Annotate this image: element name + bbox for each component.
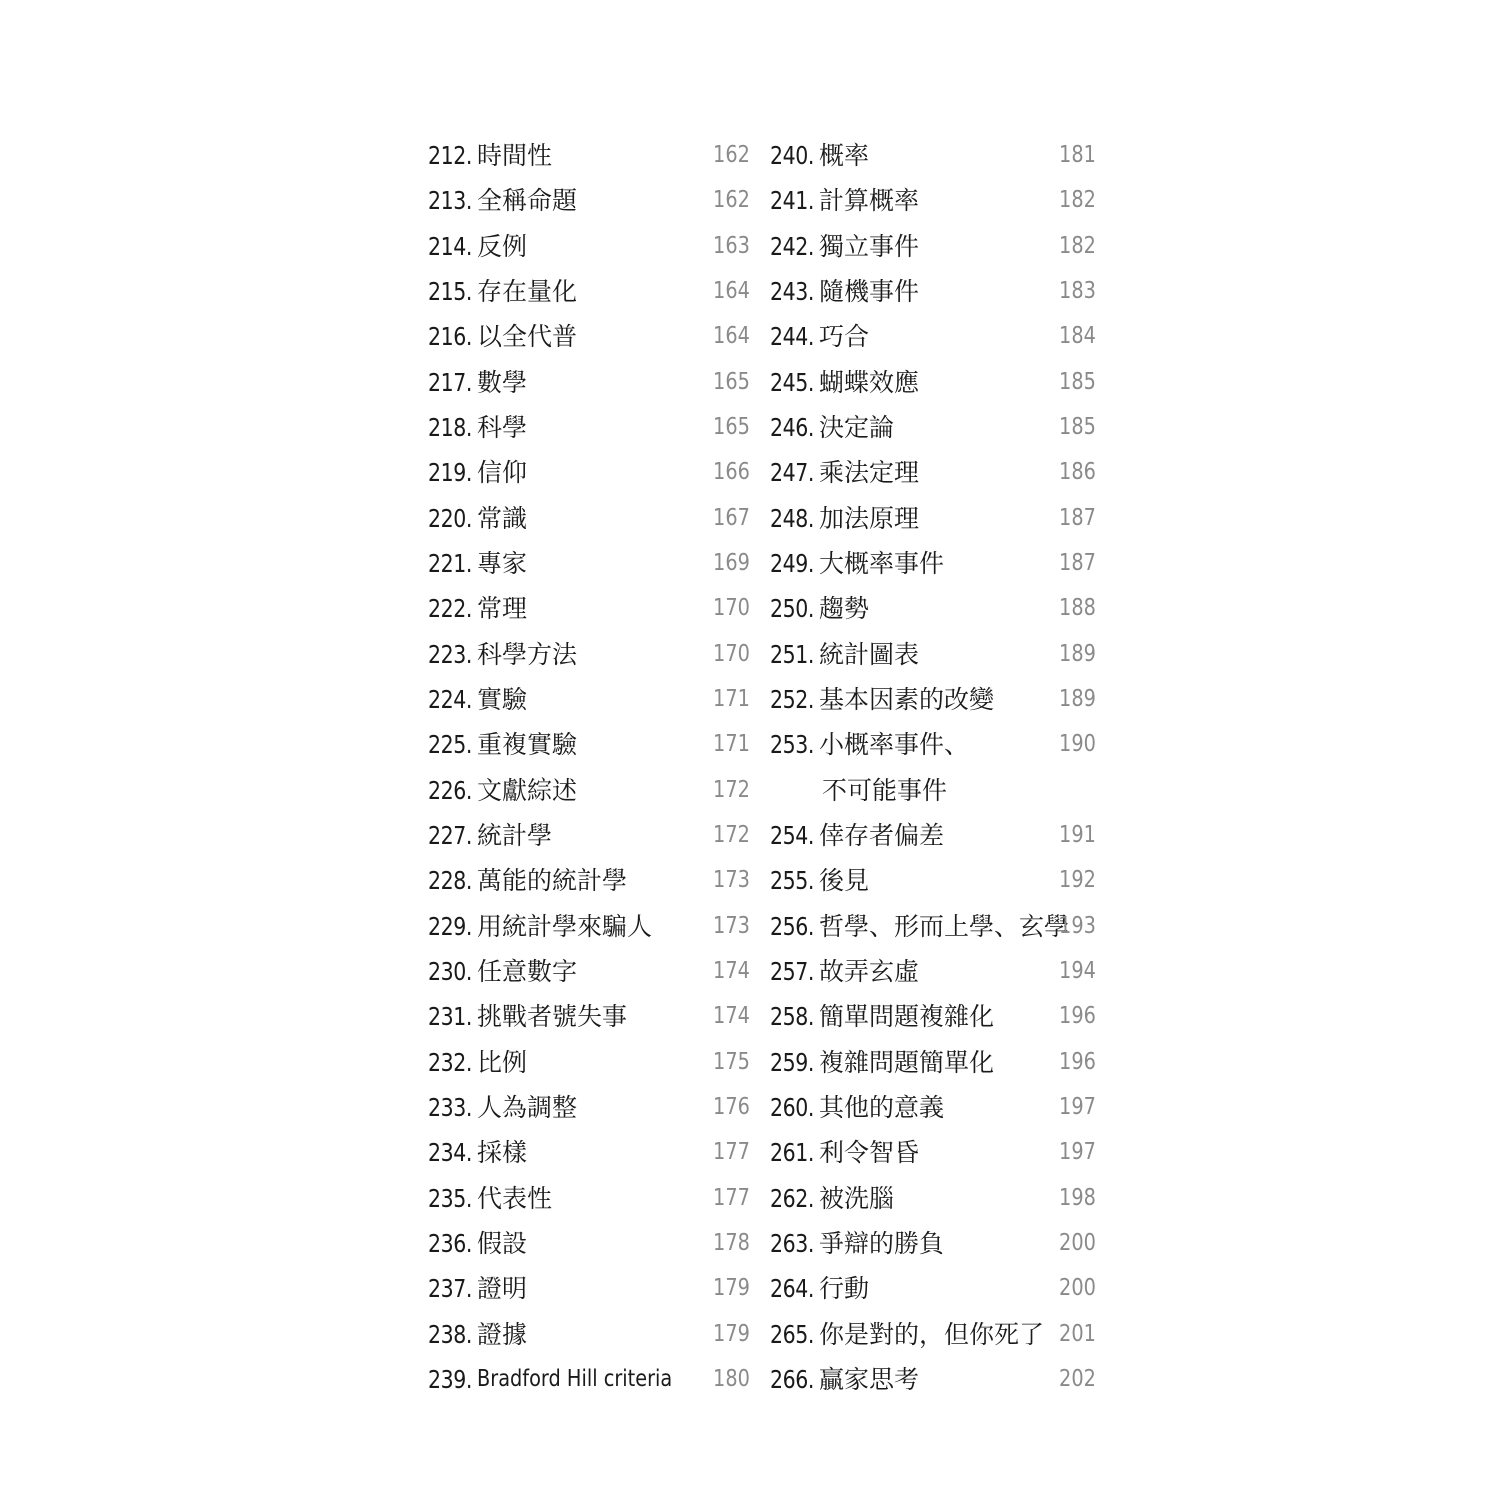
toc-entry-page-number: 197 xyxy=(1059,1139,1096,1166)
toc-entry xyxy=(770,1130,1096,1175)
toc-entry-number: 221. xyxy=(428,548,473,578)
toc-entry-number: 245. xyxy=(770,367,815,397)
toc-entry-number: 250. xyxy=(770,594,815,624)
toc-entry-page-number: 170 xyxy=(713,595,750,622)
toc-entry xyxy=(428,858,750,903)
toc-entry-page-number: 189 xyxy=(1059,685,1096,712)
toc-entry-page-number: 202 xyxy=(1059,1365,1096,1392)
toc-entry-page-number: 173 xyxy=(713,912,750,939)
toc-entry-page-number: 193 xyxy=(1059,912,1096,939)
toc-entry-number: 249. xyxy=(770,548,815,578)
toc-entry xyxy=(428,949,750,994)
toc-entry-number: 265. xyxy=(770,1319,815,1349)
toc-entry xyxy=(428,904,750,949)
toc-entry-number: 236. xyxy=(428,1228,473,1258)
toc-entry-number: 243. xyxy=(770,276,815,306)
toc-entry-title: 證據 xyxy=(477,1319,528,1349)
toc-entry xyxy=(770,1040,1096,1085)
toc-entry-page-number: 180 xyxy=(713,1365,750,1392)
toc-entry-page-number: 185 xyxy=(1059,413,1096,440)
toc-entry-title: 反例 xyxy=(477,231,528,261)
toc-entry-page-number: 165 xyxy=(713,368,750,395)
toc-entry xyxy=(770,768,1096,813)
toc-entry-title: 加法原理 xyxy=(819,503,920,533)
toc-entry-page-number: 178 xyxy=(713,1229,750,1256)
toc-entry-page-number: 179 xyxy=(713,1320,750,1347)
toc-entry xyxy=(428,677,750,722)
toc-entry-title: 採樣 xyxy=(477,1138,528,1168)
toc-entry-number: 262. xyxy=(770,1183,815,1213)
toc-entry-number: 240. xyxy=(770,141,815,170)
toc-entry-page-number: 179 xyxy=(713,1275,750,1302)
toc-entry-page-number: 185 xyxy=(1059,368,1096,395)
toc-entry-number: 266. xyxy=(770,1364,815,1394)
toc-entry xyxy=(428,178,750,223)
toc-entry-title: 哲學、形而上學、玄學 xyxy=(819,911,1070,941)
toc-entry-title: 挑戰者號失事 xyxy=(477,1002,628,1032)
toc-entry-page-number: 187 xyxy=(1059,504,1096,531)
toc-entry-number: 251. xyxy=(770,639,815,669)
toc-entry-number: 255. xyxy=(770,866,815,896)
toc-entry-number: 225. xyxy=(428,730,473,760)
toc-entry-number: 239. xyxy=(428,1364,473,1394)
toc-entry xyxy=(770,722,1096,767)
toc-entry xyxy=(428,1221,750,1266)
toc-entry-title: 小概率事件、 xyxy=(819,730,970,760)
toc-entry-title: 以全代普 xyxy=(477,322,578,352)
toc-entry xyxy=(428,768,750,813)
toc-entry xyxy=(428,1312,750,1357)
toc-entry-page-number: 166 xyxy=(713,459,750,486)
toc-entry-title: 爭辯的勝負 xyxy=(819,1228,945,1258)
toc-entry-title: 存在量化 xyxy=(477,276,578,306)
toc-entry-number: 246. xyxy=(770,412,815,442)
toc-entry-number: 214. xyxy=(428,231,473,261)
toc-entry-title: 假設 xyxy=(477,1228,528,1258)
toc-entry-title: 趨勢 xyxy=(819,594,870,624)
toc-entry xyxy=(428,586,750,631)
toc-entry xyxy=(770,1085,1096,1130)
toc-entry-number: 261. xyxy=(770,1138,815,1168)
toc-entry xyxy=(428,496,750,541)
toc-entry-title: 比例 xyxy=(477,1047,528,1077)
toc-entry-title: 乘法定理 xyxy=(819,458,920,488)
toc-entry-title: 人為調整 xyxy=(477,1092,578,1122)
toc-entry-number: 217. xyxy=(428,367,473,397)
toc-entry-number: 230. xyxy=(428,956,473,986)
toc-entry-page-number: 162 xyxy=(713,142,750,168)
toc-entry-page-number: 192 xyxy=(1059,867,1096,894)
toc-entry-number: 264. xyxy=(770,1274,815,1304)
toc-entry-page-number: 200 xyxy=(1059,1229,1096,1256)
toc-entry xyxy=(770,178,1096,223)
toc-entry xyxy=(428,541,750,586)
toc-entry-title: 概率 xyxy=(819,141,870,170)
toc-entry-title: 巧合 xyxy=(819,322,870,352)
toc-entry-page-number: 165 xyxy=(713,413,750,440)
toc-entry-title: 數學 xyxy=(477,367,528,397)
toc-entry xyxy=(770,360,1096,405)
toc-entry-page-number: 197 xyxy=(1059,1093,1096,1120)
toc-entry-number: 229. xyxy=(428,911,473,941)
toc-entry xyxy=(770,450,1096,495)
toc-entry-page-number: 164 xyxy=(713,277,750,304)
toc-entry-number: 219. xyxy=(428,458,473,488)
toc-entry-number: 220. xyxy=(428,503,473,533)
toc-column-right xyxy=(770,133,1096,1402)
toc-entry-number: 242. xyxy=(770,231,815,261)
toc-entry-title: 計算概率 xyxy=(819,186,920,216)
toc-entry-title: 複雜問題簡單化 xyxy=(819,1047,995,1077)
toc-entry-page-number: 196 xyxy=(1059,1003,1096,1030)
toc-entry-title: 被洗腦 xyxy=(819,1183,895,1213)
toc-entry-page-number: 186 xyxy=(1059,459,1096,486)
toc-entry-title: 證明 xyxy=(477,1274,528,1304)
toc-entry-title: 科學方法 xyxy=(477,639,578,669)
toc-entry-number: 223. xyxy=(428,639,473,669)
toc-entry-page-number: 183 xyxy=(1059,277,1096,304)
toc-entry-title: 任意數字 xyxy=(477,956,578,986)
toc-entry-title: 時間性 xyxy=(477,141,553,170)
toc-entry-page-number: 196 xyxy=(1059,1048,1096,1075)
toc-entry-page-number: 177 xyxy=(713,1139,750,1166)
toc-entry xyxy=(770,1266,1096,1311)
toc-entry xyxy=(770,269,1096,314)
toc-entry-title: 大概率事件 xyxy=(819,548,945,578)
toc-entry-title: 專家 xyxy=(477,548,528,578)
toc-entry xyxy=(428,224,750,269)
toc-entry xyxy=(428,632,750,677)
toc-entry xyxy=(770,858,1096,903)
toc-entry-page-number: 162 xyxy=(713,187,750,214)
toc-entry xyxy=(770,405,1096,450)
toc-entry xyxy=(428,813,750,858)
toc-entry xyxy=(428,994,750,1039)
toc-entry-page-number: 175 xyxy=(713,1048,750,1075)
toc-entry-page-number: 182 xyxy=(1059,187,1096,214)
toc-entry xyxy=(428,1176,750,1221)
toc-entry-page-number: 171 xyxy=(713,685,750,712)
toc-entry-title: 後見 xyxy=(819,866,870,896)
toc-entry-title: 信仰 xyxy=(477,458,528,488)
toc-entry xyxy=(770,1221,1096,1266)
toc-entry-title: 你是對的，但你死了 xyxy=(819,1319,1045,1349)
toc-entry-title: 用統計學來騙人 xyxy=(477,911,653,941)
toc-entry-number: 231. xyxy=(428,1002,473,1032)
toc-entry-page-number: 167 xyxy=(713,504,750,531)
toc-entry-title: 贏家思考 xyxy=(819,1364,920,1394)
toc-entry-number: 228. xyxy=(428,866,473,896)
toc-entry-number: 259. xyxy=(770,1047,815,1077)
toc-entry xyxy=(770,224,1096,269)
toc-entry-number: 254. xyxy=(770,820,815,850)
toc-entry-page-number: 164 xyxy=(713,323,750,350)
toc-entry-number: 241. xyxy=(770,186,815,216)
toc-entry-number: 252. xyxy=(770,684,815,714)
toc-entry-number: 247. xyxy=(770,458,815,488)
toc-entry-number: 222. xyxy=(428,594,473,624)
toc-entry xyxy=(770,904,1096,949)
toc-entry-page-number: 171 xyxy=(713,731,750,758)
toc-entry xyxy=(770,1176,1096,1221)
toc-entry-page-number: 189 xyxy=(1059,640,1096,667)
toc-entry-title: 文獻綜述 xyxy=(477,775,578,805)
toc-entry-number: 256. xyxy=(770,911,815,941)
toc-entry-title: 基本因素的改變 xyxy=(819,684,995,714)
toc-entry xyxy=(428,269,750,314)
toc-entry-page-number: 194 xyxy=(1059,957,1096,984)
toc-entry-title: 科學 xyxy=(477,412,528,442)
toc-entry-title: 倖存者偏差 xyxy=(819,820,945,850)
toc-entry xyxy=(770,632,1096,677)
toc-entry-title: 統計學 xyxy=(477,820,553,850)
toc-entry-page-number: 190 xyxy=(1059,731,1096,758)
toc-entry xyxy=(770,677,1096,722)
toc-entry-number: 263. xyxy=(770,1228,815,1258)
toc-entry-title: Bradford Hill criteria xyxy=(477,1365,673,1392)
toc-entry xyxy=(428,133,750,178)
toc-entry-page-number: 188 xyxy=(1059,595,1096,622)
toc-entry xyxy=(770,1312,1096,1357)
toc-entry-title: 實驗 xyxy=(477,684,528,714)
toc-entry xyxy=(428,314,750,359)
toc-entry-title: 萬能的統計學 xyxy=(477,866,628,896)
toc-entry xyxy=(770,994,1096,1039)
toc-entry-title: 其他的意義 xyxy=(819,1092,945,1122)
toc-entry xyxy=(428,360,750,405)
toc-entry-number: 227. xyxy=(428,820,473,850)
toc-entry-title: 簡單問題複雜化 xyxy=(819,1002,995,1032)
toc-entry xyxy=(770,949,1096,994)
toc-entry xyxy=(770,813,1096,858)
toc-entry-title: 代表性 xyxy=(477,1183,553,1213)
toc-entry-title: 常理 xyxy=(477,594,528,624)
toc-entry-page-number: 191 xyxy=(1059,821,1096,848)
toc-entry xyxy=(770,1357,1096,1402)
toc-entry xyxy=(770,586,1096,631)
toc-entry-title: 蝴蝶效應 xyxy=(819,367,920,397)
toc-entry-page-number: 177 xyxy=(713,1184,750,1211)
toc-entry-page-number: 172 xyxy=(713,821,750,848)
toc-entry-page-number: 201 xyxy=(1059,1320,1096,1347)
toc-entry xyxy=(428,1357,750,1402)
toc-entry xyxy=(770,133,1096,178)
toc-entry-number: 260. xyxy=(770,1092,815,1122)
toc-entry-number: 213. xyxy=(428,186,473,216)
toc-entry-number: 235. xyxy=(428,1183,473,1213)
toc-entry-number: 244. xyxy=(770,322,815,352)
toc-entry-page-number: 170 xyxy=(713,640,750,667)
toc-entry-page-number: 172 xyxy=(713,776,750,803)
toc-entry-number: 215. xyxy=(428,276,473,306)
toc-entry-number: 218. xyxy=(428,412,473,442)
toc-entry-title: 統計圖表 xyxy=(819,639,920,669)
toc-entry-title: 常識 xyxy=(477,503,528,533)
toc-entry-page-number: 173 xyxy=(713,867,750,894)
toc-entry xyxy=(428,1266,750,1311)
toc-entry-number: 237. xyxy=(428,1274,473,1304)
toc-entry-number: 212. xyxy=(428,141,473,170)
toc-entry-page-number: 174 xyxy=(713,1003,750,1030)
toc-entry-page-number: 181 xyxy=(1059,142,1096,168)
toc-entry-number: 226. xyxy=(428,775,473,805)
toc-entry-page-number: 174 xyxy=(713,957,750,984)
toc-entry xyxy=(428,1040,750,1085)
toc-entry-title: 隨機事件 xyxy=(819,276,920,306)
toc-entry-page-number: 182 xyxy=(1059,232,1096,259)
toc-entry xyxy=(428,1130,750,1175)
toc-column-left xyxy=(428,133,750,1402)
toc-entry-page-number: 198 xyxy=(1059,1184,1096,1211)
toc-entry xyxy=(428,405,750,450)
toc-entry-title: 獨立事件 xyxy=(819,231,920,261)
toc-entry-title: 行動 xyxy=(819,1274,870,1304)
toc-entry-title: 不可能事件 xyxy=(822,775,948,805)
toc-entry-number: 233. xyxy=(428,1092,473,1122)
toc-entry-title: 重複實驗 xyxy=(477,730,578,760)
toc-entry-number: 257. xyxy=(770,956,815,986)
toc-entry-title: 利令智昏 xyxy=(819,1138,920,1168)
toc-entry xyxy=(428,722,750,767)
toc-entry xyxy=(428,1085,750,1130)
toc-entry xyxy=(428,450,750,495)
toc-entry-page-number: 176 xyxy=(713,1093,750,1120)
toc-entry-number: 248. xyxy=(770,503,815,533)
toc-entry-number: 216. xyxy=(428,322,473,352)
toc-entry-title: 故弄玄虛 xyxy=(819,956,920,986)
toc-entry-title: 全稱命題 xyxy=(477,186,578,216)
toc-entry-number: 234. xyxy=(428,1138,473,1168)
toc-entry-title: 決定論 xyxy=(819,412,895,442)
toc-entry-page-number: 163 xyxy=(713,232,750,259)
toc-entry-number: 238. xyxy=(428,1319,473,1349)
toc-entry-number: 253. xyxy=(770,730,815,760)
toc-entry-number: 258. xyxy=(770,1002,815,1032)
toc-entry xyxy=(770,496,1096,541)
toc-entry-page-number: 200 xyxy=(1059,1275,1096,1302)
toc-entry-number: 232. xyxy=(428,1047,473,1077)
toc-entry-page-number: 184 xyxy=(1059,323,1096,350)
toc-entry-page-number: 187 xyxy=(1059,549,1096,576)
toc-entry-number: 224. xyxy=(428,684,473,714)
toc-entry-page-number: 169 xyxy=(713,549,750,576)
toc-entry xyxy=(770,541,1096,586)
toc-entry xyxy=(770,314,1096,359)
